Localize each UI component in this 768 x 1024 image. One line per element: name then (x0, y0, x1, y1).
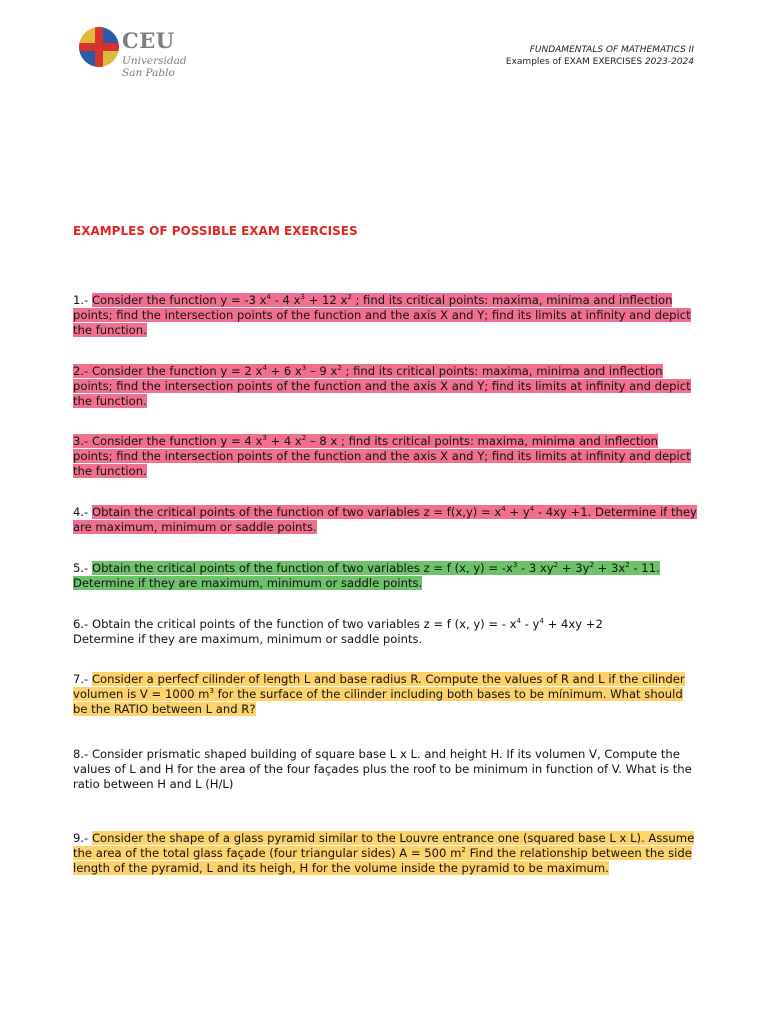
exercise-5 (73, 561, 697, 591)
document-header (506, 44, 694, 68)
exercise-number: 7.- (73, 672, 92, 686)
logo-name: CEU (122, 28, 175, 53)
exercise-text: Consider the shape of a glass pyramid similar to the Louvre entrance one (squared base L x L). Assume the area of the total glass façade (four triangular sides) A = 500 $m^2$ Find the relationship between the side length of the pyramid, L and its heigh, H for the volume inside the pyramid to be maximum. (73, 831, 695, 876)
subtitle-year: 2023-2024 (644, 57, 694, 67)
exercise-number: 9.- (73, 831, 92, 845)
exercise-4 (73, 505, 697, 535)
exercise-text: Consider a perfecf cilinder of length L and base radius R. Compute the values of R and L if the cilinder volumen is V = 1000 $m^3$ for the surface of the cilinder including both bases to be mínimum. What should be the RATIO between L and R? (73, 672, 685, 717)
exercise-text: 2.- Consider the function y = 2 $x^4 + 6$ $x^3 - 9$ $x^2$ ; find its critical points: maxima, minima and inflection points; find the intersection points of the function and the axis X and Y; find its limits at infinity and depict the function. (73, 364, 691, 409)
exercise-number: 6.- (73, 617, 92, 631)
course-title: FUNDAMENTALS OF MATHEMATICS II (529, 45, 694, 55)
exercise-6 (73, 617, 697, 647)
ceu-cross-emblem-icon (79, 27, 119, 67)
exercise-2 (73, 364, 697, 410)
page-title: EXAMPLES OF POSSIBLE EXAM EXERCISES (73, 224, 358, 238)
exercise-text: Obtain the critical points of the function of two variables $z = f(x,y) = x^4 + y^4 - 4xy +1$. Determine if they are maximum, minimum or saddle points. (73, 505, 697, 535)
exercise-number: 8.- (73, 747, 92, 761)
exercise-text: 3.- Consider the function y = 4 $x^3 + 4$ $x^2 - 8$ x ; find its critical points: maxima, minima and inflection points; find the intersection points of the function and the axis X and Y; find its limits at infinity and depict the function. (73, 434, 691, 479)
exercise-number: 3.- (73, 434, 92, 448)
logo-line1: Universidad (122, 55, 187, 67)
emblem-vertical-bar (95, 27, 103, 67)
exercise-number: 4.- (73, 505, 92, 519)
subtitle-prefix: Examples of EXAM EXERCISES (505, 57, 645, 67)
logo-university (122, 55, 187, 79)
exercise-3 (73, 434, 697, 480)
exercise-7 (73, 672, 697, 718)
exercise-number: 1.- (73, 293, 92, 307)
exercise-8 (73, 747, 697, 793)
exercise-text: Consider prismatic shaped building of square base L x L. and height H. If its volumen V, Compute the values of L and H for the area of the four façades plus the roof to be minimum in function of V. What is the ratio between H and L (H/L) (73, 747, 692, 792)
exercise-text: Obtain the critical points of the function of two variables z = f (x, $y) = -x^3 - 3$ $xy^2 + 3y^2 + 3x^2 - 11$. Determine if they are maximum, minimum or saddle points. (73, 561, 660, 591)
exercise-number: 2.- (73, 364, 92, 378)
exercise-9 (73, 831, 697, 877)
exercise-1 (73, 293, 697, 339)
exercise-text: Obtain the critical points of the function of two variables z = f (x, y) = - $x^4 - y^4 + 4xy +2$ Determine if they are maximum, minimum or saddle points. (73, 617, 603, 647)
exercise-text: Consider the function y = -3 $x^4 - 4$ $x^3 + 12$ $x^2$ ; find its critical points: maxima, minima and inflection points; find the intersection points of the function and the axis X and Y; find its limits at infinity and depict the function. (73, 293, 691, 338)
exercise-number: 5.- (73, 561, 92, 575)
ceu-logo (74, 24, 194, 80)
header-subtitle (506, 56, 694, 68)
logo-line2: San Pablo (122, 67, 175, 79)
